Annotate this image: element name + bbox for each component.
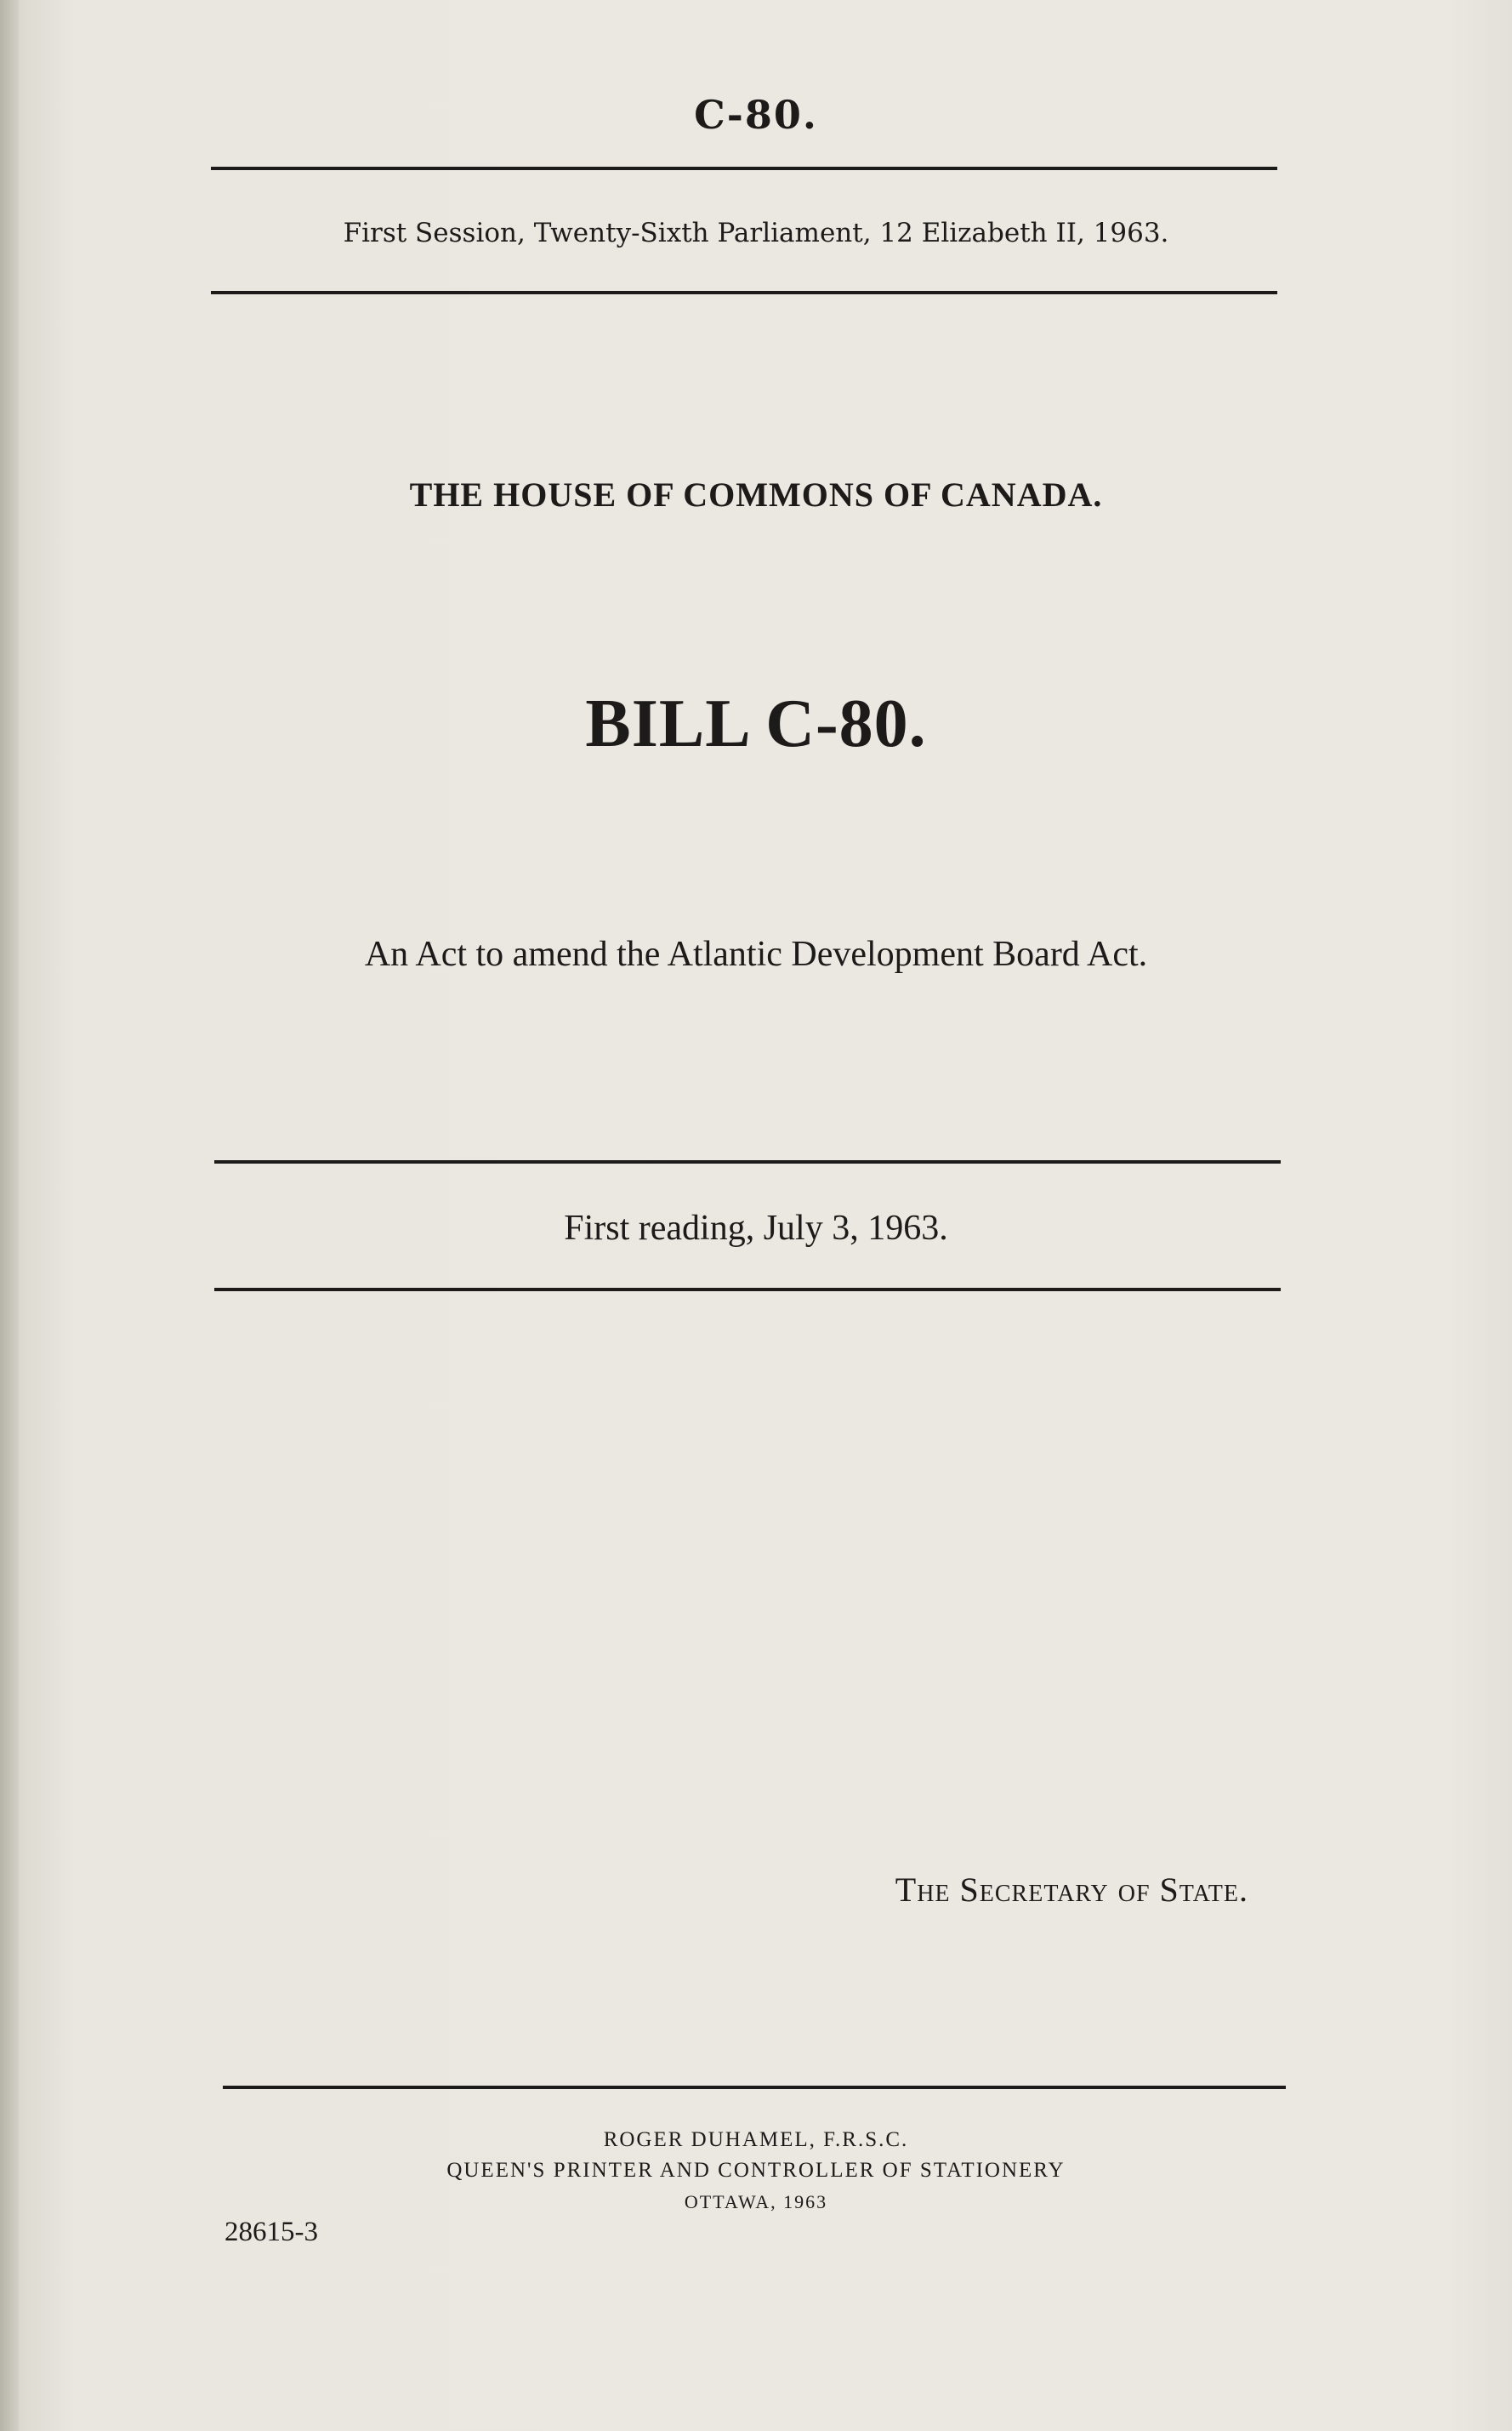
first-reading-line: First reading, July 3, 1963. (564, 1209, 948, 1248)
bill-title: BILL C-80. (585, 686, 927, 761)
print-code: 28615-3 (225, 2217, 318, 2247)
reading-rule-bottom (214, 1288, 1281, 1291)
printer-title: QUEEN'S PRINTER AND CONTROLLER OF STATIONERY (446, 2159, 1066, 2182)
printer-place: OTTAWA, 1963 (684, 2191, 828, 2212)
printer-name: ROGER DUHAMEL, F.R.S.C. (603, 2128, 909, 2151)
bill-code-heading: C-80. (694, 92, 818, 138)
house-title: THE HOUSE OF COMMONS OF CANADA. (409, 475, 1103, 514)
top-rule-2 (211, 291, 1277, 294)
reading-rule-top (214, 1160, 1281, 1164)
top-rule-1 (211, 167, 1277, 170)
session-line: First Session, Twenty-Sixth Parliament, 12 Elizabeth II, 1963. (343, 218, 1169, 248)
act-title: An Act to amend the Atlantic Development Board Act. (364, 935, 1148, 974)
sponsor-line: The Secretary of State. (895, 1870, 1248, 1909)
printer-rule (223, 2086, 1286, 2089)
